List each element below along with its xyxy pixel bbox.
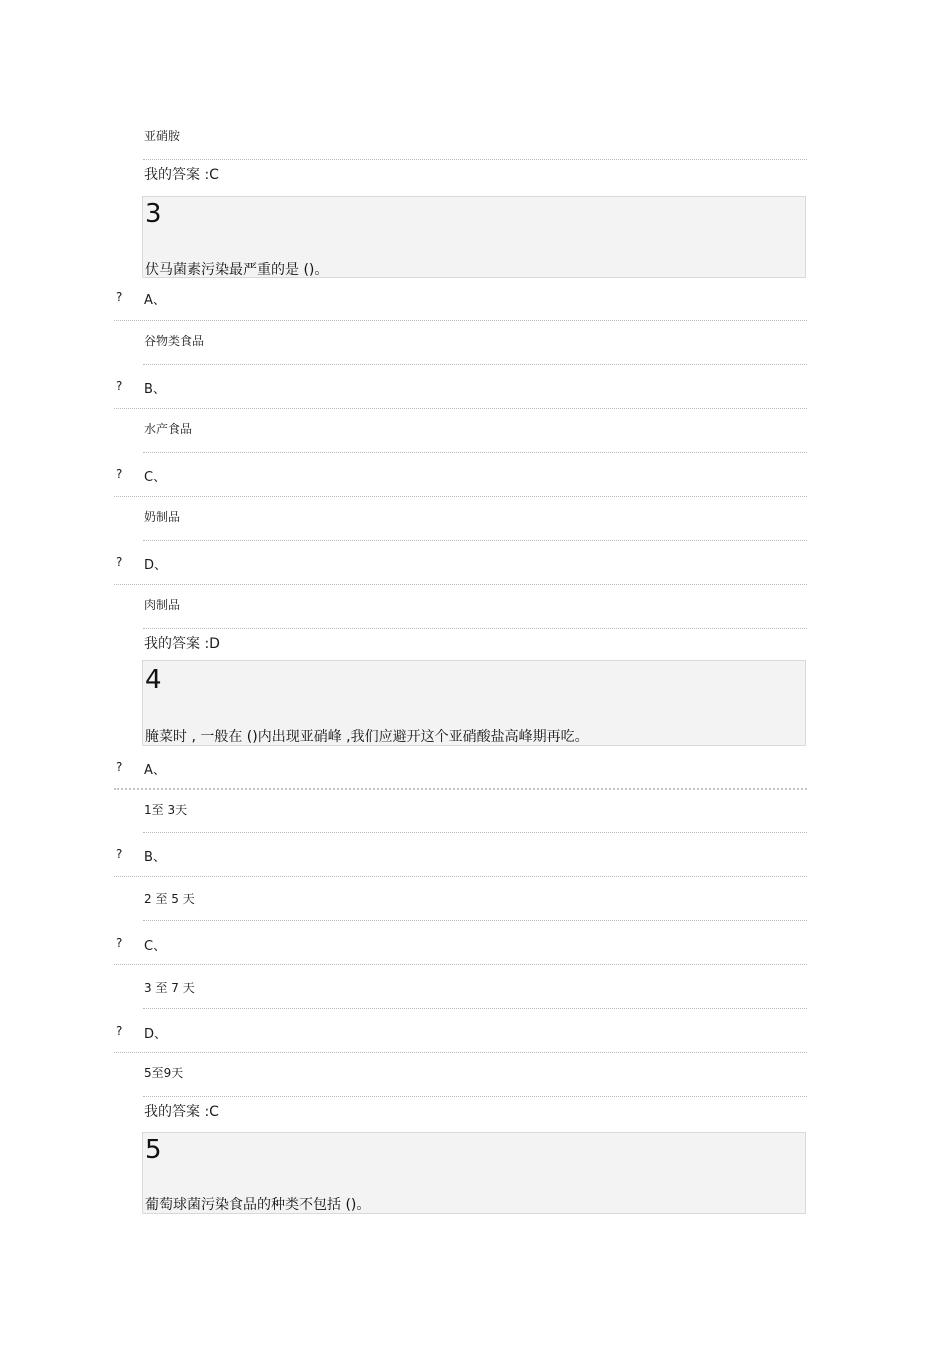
- option-text[interactable]: 水产食品: [144, 422, 193, 436]
- option-letter-b[interactable]: B、: [144, 382, 166, 397]
- divider: [143, 159, 807, 160]
- my-answer: 我的答案 :C: [144, 1104, 219, 1120]
- option-letter-c[interactable]: C、: [144, 939, 167, 954]
- divider: [143, 920, 807, 921]
- question-text: 伏马菌素污染最严重的是 ()。: [145, 262, 329, 278]
- option-bullet: ?: [116, 290, 123, 304]
- option-text[interactable]: 谷物类食品: [144, 334, 205, 348]
- divider: [114, 876, 807, 877]
- my-answer: 我的答案 :C: [144, 167, 219, 183]
- divider: [114, 1052, 807, 1053]
- divider: [114, 788, 807, 790]
- option-bullet: ?: [116, 847, 123, 861]
- question-text: 腌菜时 , 一般在 ()内出现亚硝峰 ,我们应避开这个亚硝酸盐高峰期再吃。: [145, 729, 589, 745]
- divider: [114, 320, 807, 321]
- question-number: 3: [145, 199, 162, 229]
- my-answer: 我的答案 :D: [144, 636, 220, 652]
- option-bullet: ?: [116, 379, 123, 393]
- option-text[interactable]: 3 至 7 天: [144, 981, 195, 995]
- divider: [114, 964, 807, 965]
- question-number: 5: [145, 1135, 162, 1165]
- question-4-box: [142, 660, 806, 746]
- option-letter-a[interactable]: A、: [144, 763, 166, 778]
- option-letter-b[interactable]: B、: [144, 850, 166, 865]
- option-text[interactable]: 肉制品: [144, 598, 181, 612]
- option-bullet: ?: [116, 760, 123, 774]
- option-letter-c[interactable]: C、: [144, 470, 167, 485]
- question-5-box: [142, 1132, 806, 1214]
- option-text[interactable]: 2 至 5 天: [144, 892, 195, 906]
- divider: [143, 540, 807, 541]
- option-bullet: ?: [116, 555, 123, 569]
- divider: [143, 1096, 807, 1097]
- question-3-box: [142, 196, 806, 278]
- option-letter-d[interactable]: D、: [144, 558, 168, 573]
- option-bullet: ?: [116, 467, 123, 481]
- question-text: 葡萄球菌污染食品的种类不包括 ()。: [145, 1197, 371, 1213]
- divider: [143, 628, 807, 629]
- option-text[interactable]: 1至 3天: [144, 803, 188, 817]
- option-bullet: ?: [116, 1024, 123, 1038]
- divider: [114, 496, 807, 497]
- option-letter-a[interactable]: A、: [144, 293, 166, 308]
- divider: [143, 364, 807, 365]
- divider: [143, 832, 807, 833]
- option-letter-d[interactable]: D、: [144, 1027, 168, 1042]
- option-text[interactable]: 奶制品: [144, 510, 181, 524]
- option-text[interactable]: 5至9天: [144, 1066, 184, 1080]
- divider: [143, 1008, 807, 1009]
- option-text: 亚硝胺: [144, 129, 181, 143]
- question-number: 4: [145, 665, 162, 695]
- divider: [114, 408, 807, 409]
- divider: [143, 452, 807, 453]
- option-bullet: ?: [116, 936, 123, 950]
- divider: [114, 584, 807, 585]
